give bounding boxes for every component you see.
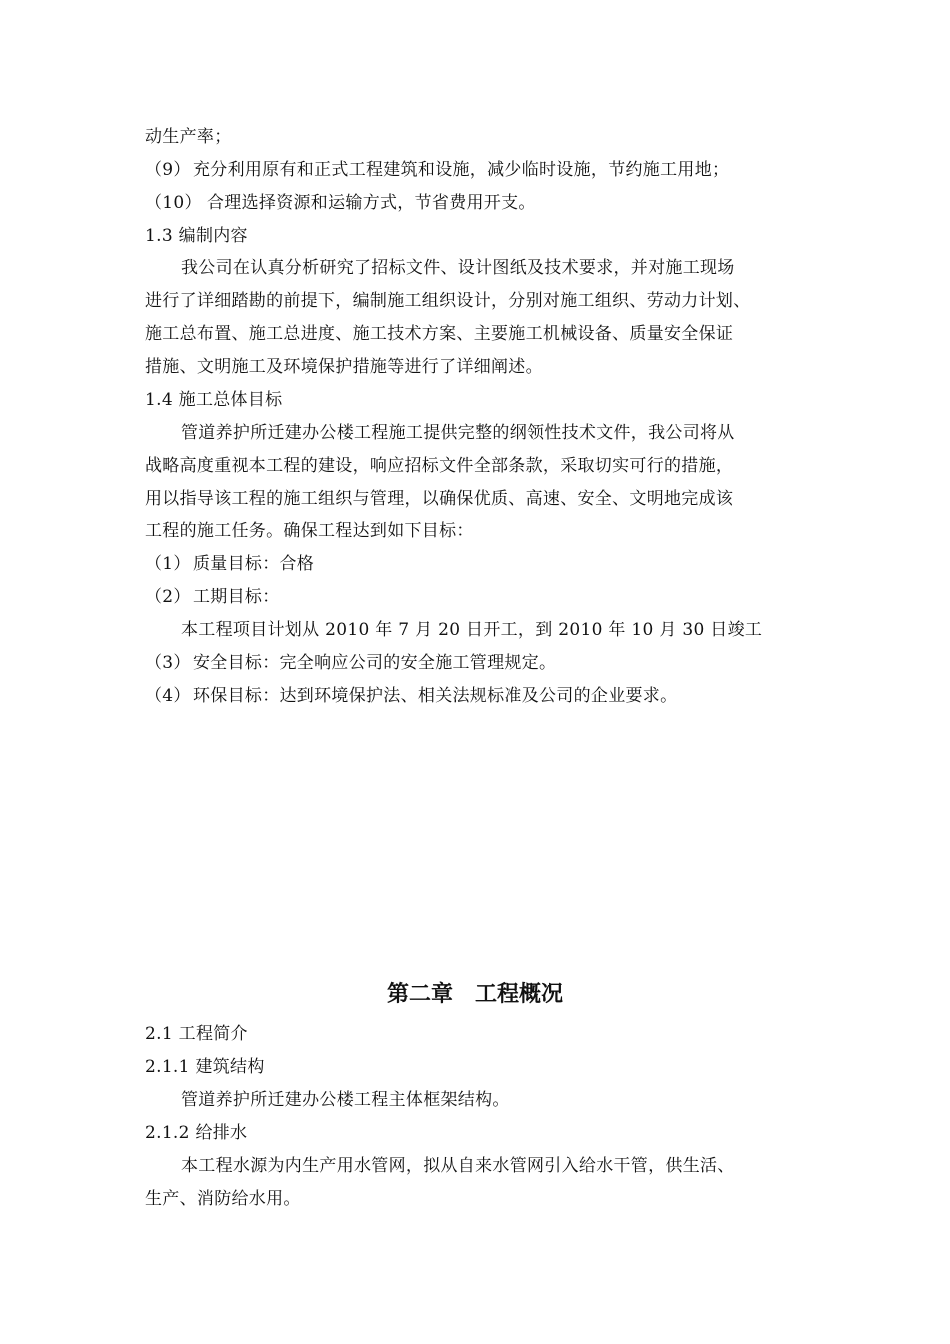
chapter-title: 第二章 工程概况 — [386, 982, 563, 1007]
paragraph-line: 管道养护所迁建办公楼工程施工提供完整的纲领性技术文件，我公司将从 — [181, 423, 735, 443]
goal-schedule-detail: 本工程项目计划从 2010 年 7 月 20 日开工，到 2010 年 10 月 30 日竣工 — [181, 620, 763, 640]
section-heading-2-1-2: 2.1.2 给排水 — [145, 1123, 248, 1143]
goal-item-3 — [145, 652, 556, 674]
list-item-10 — [145, 192, 536, 214]
paragraph-line: 战略高度重视本工程的建设，响应招标文件全部条款，采取切实可行的措施， — [145, 456, 734, 476]
paragraph-line: 本工程水源为内生产用水管网，拟从自来水管网引入给水干管，供生活、 — [181, 1156, 735, 1176]
list-number: （3） — [145, 653, 191, 673]
paragraph-line: 用以指导该工程的施工组织与管理，以确保优质、高速、安全、文明地完成该 — [145, 489, 734, 509]
paragraph-line: 生产、消防给水用。 — [145, 1189, 301, 1209]
list-number: （9） — [145, 160, 191, 180]
text-line: 动生产率； — [145, 127, 232, 147]
paragraph-line: 工程的施工任务。确保工程达到如下目标： — [145, 521, 474, 541]
paragraph-line: 施工总布置、施工总进度、施工技术方案、主要施工机械设备、质量安全保证 — [145, 324, 734, 344]
list-text: 质量目标：合格 — [193, 554, 315, 574]
list-number: （4） — [145, 686, 191, 706]
list-text: 工期目标： — [193, 587, 280, 607]
paragraph-line: 进行了详细踏勘的前提下，编制施工组织设计，分别对施工组织、劳动力计划、 — [145, 291, 751, 311]
goal-item-4 — [145, 685, 677, 707]
section-heading-1-4: 1.4 施工总体目标 — [145, 390, 283, 410]
paragraph-line: 我公司在认真分析研究了招标文件、设计图纸及技术要求，并对施工现场 — [181, 258, 735, 278]
list-number: （2） — [145, 587, 191, 607]
section-heading-1-3: 1.3 编制内容 — [145, 226, 248, 246]
list-text: 充分利用原有和正式工程建筑和设施，减少临时设施，节约施工用地； — [193, 160, 730, 180]
list-text: 环保目标：达到环境保护法、相关法规标准及公司的企业要求。 — [193, 686, 678, 706]
paragraph-line: 管道养护所迁建办公楼工程主体框架结构。 — [181, 1090, 510, 1110]
section-heading-2-1-1: 2.1.1 建筑结构 — [145, 1057, 265, 1077]
list-text: 安全目标：完全响应公司的安全施工管理规定。 — [193, 653, 557, 673]
list-number: （10） — [145, 193, 202, 213]
list-number: （1） — [145, 554, 191, 574]
section-heading-2-1: 2.1 工程简介 — [145, 1024, 248, 1044]
paragraph-line: 措施、文明施工及环境保护措施等进行了详细阐述。 — [145, 357, 543, 377]
list-text: 合理选择资源和运输方式，节省费用开支。 — [207, 193, 536, 213]
list-item-9 — [145, 159, 729, 181]
goal-item-1 — [145, 553, 314, 575]
goal-item-2 — [145, 586, 280, 608]
